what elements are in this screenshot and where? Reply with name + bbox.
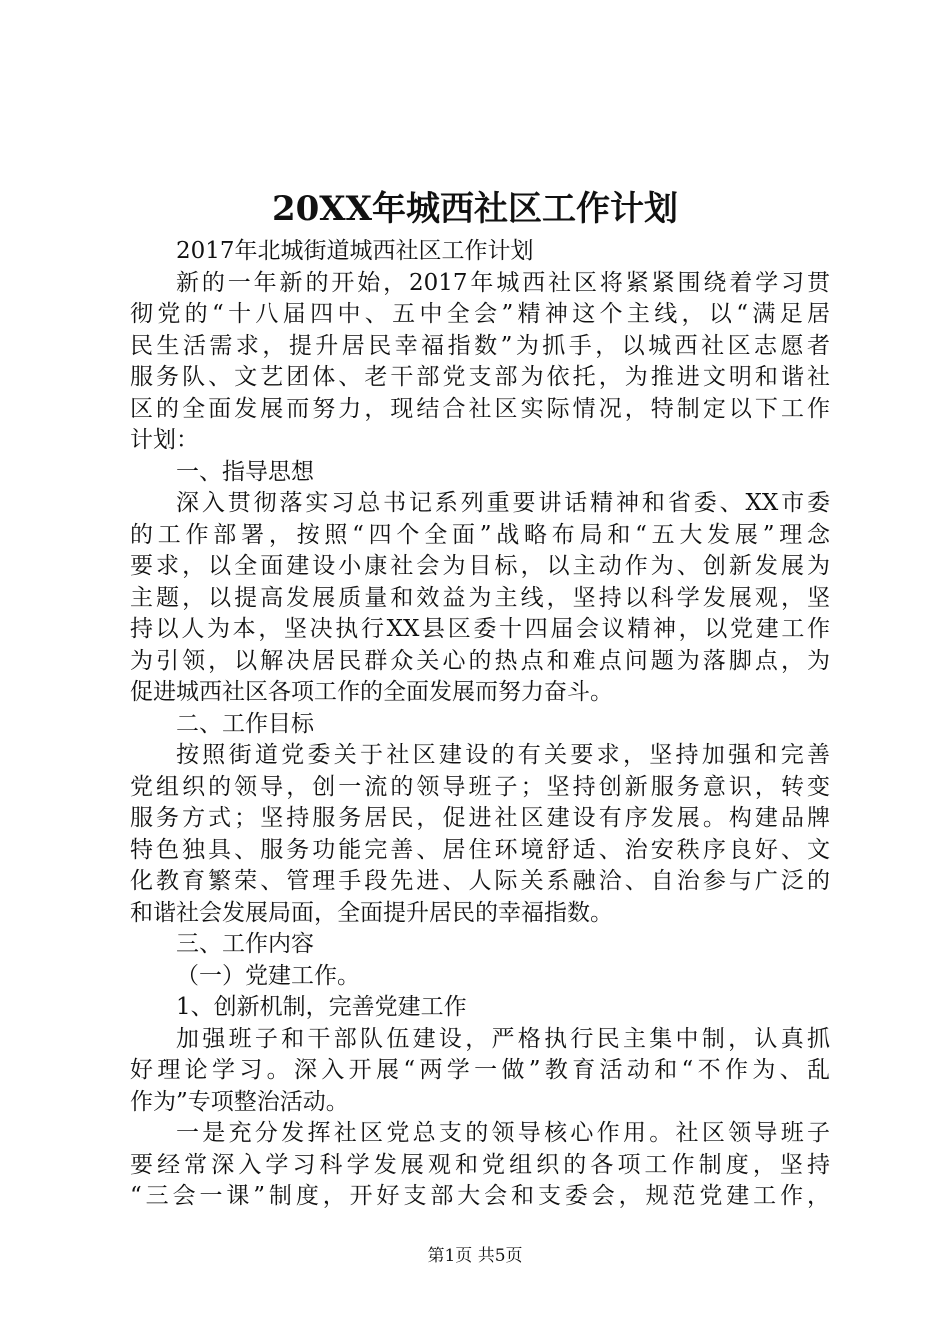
document-body: [130, 236, 830, 1213]
body-line: 民生活需求，提升居民幸福指数”为抓手，以城西社区志愿者: [130, 332, 830, 359]
body-line: 的工作部署，按照“四个全面”战略布局和“五大发展”理念: [130, 521, 830, 548]
body-line: 彻党的“十八届四中、五中全会”精神这个主线，以“满足居: [130, 301, 830, 327]
body-line: 促进城西社区各项工作的全面发展而努力奋斗。: [130, 679, 613, 705]
body-line: 服务队、文艺团体、老干部党支部为依托，为推进文明和谐社: [130, 364, 830, 390]
body-line: 党组织的领导，创一流的领导班子；坚持创新服务意识，转变: [130, 773, 830, 800]
body-line: 要经常深入学习科学发展观和党组织的各项工作制度，坚持: [130, 1151, 830, 1178]
document-title: 20XX年城西社区工作计划: [271, 189, 679, 229]
body-line: 为引领，以解决居民群众关心的热点和难点问题为落脚点，为: [130, 647, 830, 674]
body-line: 持以人为本，坚决执行XX县区委十四届会议精神，以党建工作: [130, 616, 830, 642]
subsection-heading: （一）党建工作。: [176, 962, 360, 989]
body-line: 要求，以全面建设小康社会为目标，以主动作为、创新发展为: [130, 553, 830, 579]
subsection-heading: 1、创新机制，完善党建工作: [176, 994, 467, 1020]
body-line: 深入贯彻落实习总书记系列重要讲话精神和省委、XX市委: [176, 490, 830, 516]
page-number: 第1页 共5页: [427, 1246, 523, 1266]
body-line: 区的全面发展而努力，现结合社区实际情况，特制定以下工作: [130, 395, 830, 422]
body-line: 主题，以提高发展质量和效益为主线，坚持以科学发展观，坚: [130, 584, 830, 611]
body-line: 好理论学习。深入开展“两学一做”教育活动和“不作为、乱: [130, 1057, 830, 1083]
section-heading: 一、指导思想: [176, 458, 314, 485]
body-line: 服务方式；坚持服务居民，促进社区建设有序发展。构建品牌: [130, 805, 830, 831]
body-line: “三会一课”制度，开好支部大会和支委会，规范党建工作，: [130, 1183, 830, 1209]
body-line: 新的一年新的开始，2017年城西社区将紧紧围绕着学习贯: [176, 269, 830, 296]
body-line: 作为”专项整治活动。: [130, 1088, 349, 1115]
body-line: 按照街道党委关于社区建设的有关要求，坚持加强和完善: [176, 742, 830, 768]
body-line: 加强班子和干部队伍建设，严格执行民主集中制，认真抓: [176, 1025, 830, 1052]
body-line: 计划：: [130, 427, 199, 453]
section-heading: 三、工作内容: [176, 931, 314, 957]
body-line: 化教育繁荣、管理手段先进、人际关系融洽、自治参与广泛的: [130, 868, 830, 894]
body-line: 2017年北城街道城西社区工作计划: [176, 238, 534, 264]
body-line: 一是充分发挥社区党总支的领导核心作用。社区领导班子: [176, 1120, 830, 1146]
section-heading: 二、工作目标: [176, 710, 314, 737]
body-line: 和谐社会发展局面，全面提升居民的幸福指数。: [130, 899, 613, 926]
body-line: 特色独具、服务功能完善、居住环境舒适、治安秩序良好、文: [130, 836, 830, 863]
